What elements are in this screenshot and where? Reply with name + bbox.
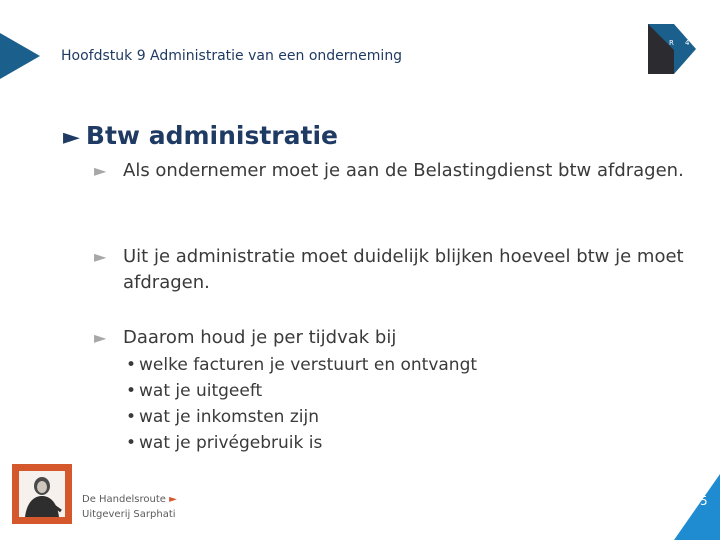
bullet-arrow-icon: ► <box>94 328 107 347</box>
sub-bullet-text: wat je privégebruik is <box>139 433 323 453</box>
sub-bullet-text: welke facturen je verstuurt en ontvangt <box>139 355 478 375</box>
sub-bullet-text: wat je uitgeeft <box>139 381 263 401</box>
sub-bullet-2 <box>126 378 262 404</box>
section-heading <box>63 121 338 150</box>
bullet-text: Daarom houd je per tijdvak bij <box>123 327 397 348</box>
logo-graphic <box>648 24 696 74</box>
dot-icon: • <box>126 355 137 375</box>
bullet-text: Uit je administratie moet duidelijk blijken hoeveel btw je moet afdragen. <box>123 246 684 293</box>
brand-arrow-icon: ► <box>169 494 177 505</box>
publisher-name: De Handelsroute <box>82 494 166 505</box>
sub-bullet-1 <box>126 352 477 378</box>
dot-icon: • <box>126 407 137 427</box>
publisher-line-1 <box>82 494 177 505</box>
publisher-portrait-logo <box>12 464 72 524</box>
page-corner-triangle <box>674 474 720 540</box>
sub-bullet-3 <box>126 404 319 430</box>
bullet-1 <box>94 158 694 184</box>
page-number: 5 <box>700 494 708 508</box>
title-arrow-icon: ► <box>63 125 80 150</box>
dot-icon: • <box>126 381 137 401</box>
logo-letter-4: 4 <box>685 39 690 47</box>
sub-bullet-4 <box>126 430 322 456</box>
logo-letter-r: R <box>669 39 674 47</box>
publisher-line-2: Uitgeverij Sarphati <box>82 509 176 520</box>
corner-triangle-left <box>0 33 40 79</box>
portrait-icon <box>19 471 65 517</box>
bullet-arrow-icon: ► <box>94 161 107 180</box>
bullet-2 <box>94 244 694 296</box>
chapter-logo <box>648 24 696 74</box>
chapter-title: Hoofdstuk 9 Administratie van een onderneming <box>61 48 403 64</box>
dot-icon: • <box>126 433 137 453</box>
bullet-arrow-icon: ► <box>94 247 107 266</box>
sub-bullet-text: wat je inkomsten zijn <box>139 407 319 427</box>
bullet-3 <box>94 325 694 351</box>
bullet-text: Als ondernemer moet je aan de Belastingdienst btw afdragen. <box>123 160 684 181</box>
section-title-text: Btw administratie <box>85 121 338 150</box>
